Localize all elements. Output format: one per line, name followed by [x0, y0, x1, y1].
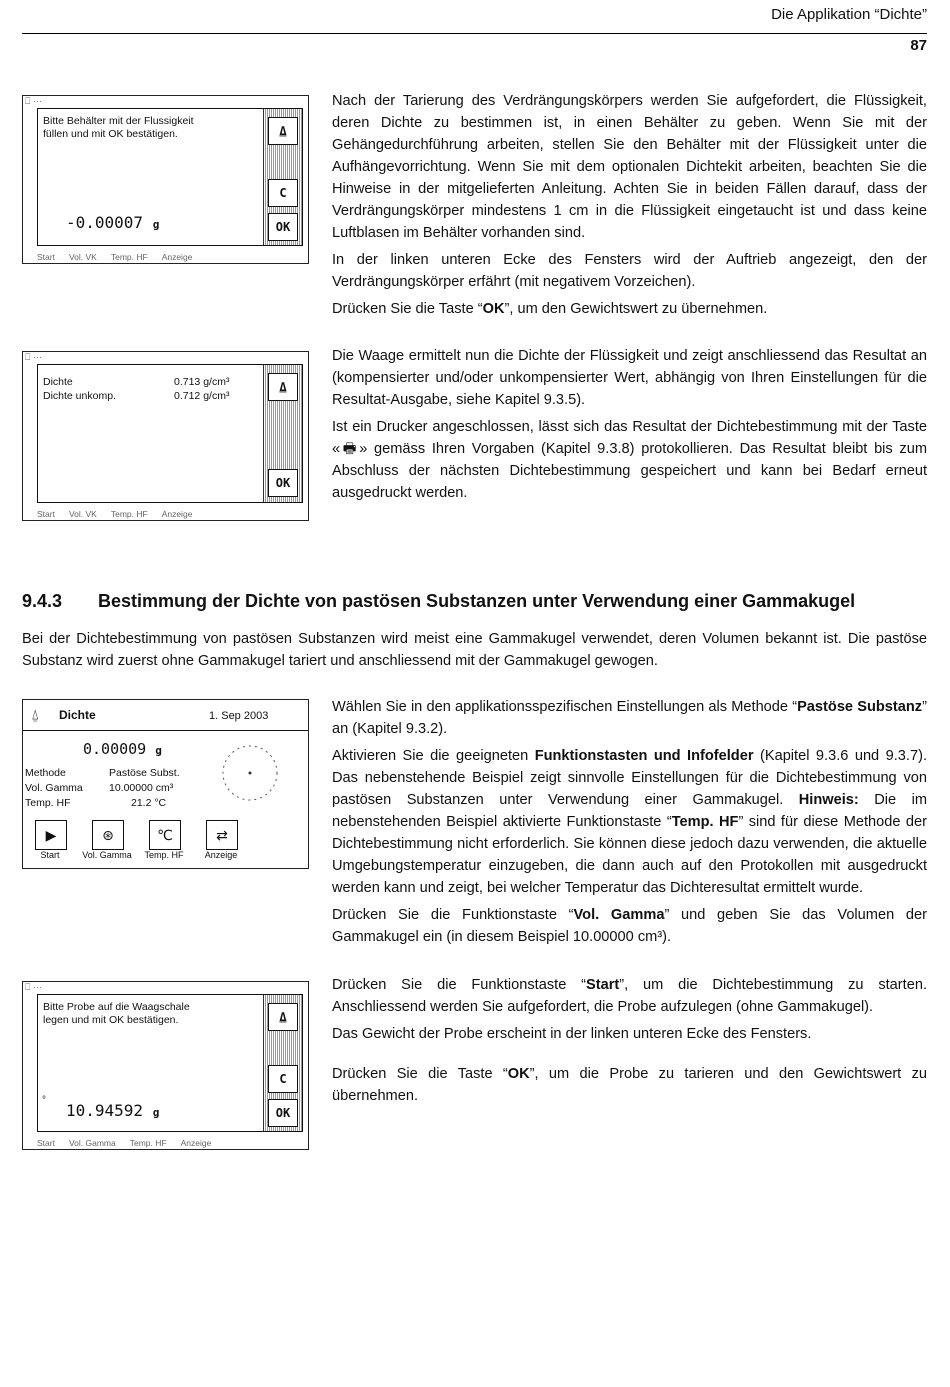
weighing-indicator-icon — [219, 742, 281, 804]
density-uncomp-label: Dichte unkomp. — [43, 390, 116, 402]
text-block-2: Die Waage ermittelt nun die Dichte der Flüssigkeit und zeigt anschliessend das Resultat an (kompensierter und/oder unkompensierter Wert, abhängig von Ihren Einstellungen für die Resultat-Ausgabe, siehe Kapitel 9.3.5). Ist ein Drucker angeschlossen, lässt sich das Resultat der Dichtebestimmung mit der Taste «🖶» gemäss Ihren Vorgaben (Kapitel 9.3.8) protokollieren. Das Resultat bleibt bis zum Abschluss der nächsten Dichtebestimmung gespeichert und kann bei Bedarf erneut ausgedruckt werden. — [332, 348, 927, 501]
weight-value: 0.00009 g — [83, 740, 162, 758]
screen-place-sample: ⎕ ··· Bitte Probe auf die Waagschale legen und mit OK bestätigen. ⍙ C OK ° 10.94592 g Start Vol. Gamma Temp. HF Anzeige — [22, 981, 309, 1150]
screen-main-paste — [22, 699, 309, 869]
app-title: Dichte — [59, 708, 96, 722]
info-label-method: Methode — [25, 767, 66, 779]
text-block-1: Nach der Tarierung des Verdrängungskörpers werden Sie aufgefordert, die Flüssigkeit, deren Dichte zu bestimmen ist, in einen Behälter zu geben. Wenn Sie mit der Gehängedurchführung arbeiten, stellen Sie den Behälter mit der Flüssigkeit unter die Aufhängevorrichtung. Wenn Sie mit dem optionalen Dichtekit arbeiten, beachten Sie die Hinweise in der mitgelieferten Anleitung. Achten Sie in beiden Fällen darauf, dass der Verdrängungskörper mindestens 1 cm in die Flüssigkeit eingetaucht ist und dass keine Luftblasen im Behälter vorhanden sind. In der linken unteren Ecke des Fensters wird der Auftrieb angezeigt, den der Verdrängungskörper erfährt (mit negativem Vorzeichen). Drücken Sie die Taste “OK”, um den Gewichtswert zu übernehmen. — [332, 93, 927, 317]
stability-icon: ° — [42, 1095, 46, 1106]
fkey-label-start: Start — [40, 850, 60, 860]
info-value-vol: 10.00000 cm³ — [109, 782, 174, 794]
function-key-labels: Start Vol. Gamma Temp. HF Anzeige — [37, 1138, 212, 1148]
info-label-vol: Vol. Gamma — [25, 782, 83, 794]
screen-title-bar — [23, 700, 308, 731]
fkey-label-temp: Temp. HF — [144, 850, 184, 860]
page-header — [22, 6, 927, 34]
start-button[interactable]: ▶ — [35, 820, 67, 850]
density-uncomp-value: 0.712 g/cm³ — [174, 390, 230, 402]
ok-button[interactable]: OK — [268, 213, 298, 241]
weight-value: 10.94592 g — [66, 1101, 160, 1120]
temp-hf-button[interactable]: ℃ — [149, 820, 181, 850]
fkey-label-vol: Vol. Gamma — [82, 850, 132, 860]
density-label: Dichte — [43, 376, 73, 388]
info-value-method: Pastöse Subst. — [109, 767, 180, 779]
text-block-3: Wählen Sie in den applikationsspezifischen Einstellungen als Methode “Pastöse Substanz” an (Kapitel 9.3.2). Aktivieren Sie die geeigneten Funktionstasten und Infofelder (Kapitel 9.3.6 und 9.3.7). Das nebenstehende Beispiel zeigt sinnvolle Einstellungen für die Dichtebestimmung von pastösen Substanzen unter Verwendung einer Gammakugel. Hinweis: Die im nebenstehenden Beispiel aktivierte Funktionstaste “Temp. HF” sind für diese Methode der Dichtebestimmung nicht erforderlich. Sie können diese jedoch dazu verwenden, die aktuelle Umgebungstemperatur einzugeben, die dann auch auf den Protokollen mit ausgedruckt werden kann und zeigt, bei welcher Temperatur das Dichteresultat ermittelt wurde. Drücken Sie die Funktionstaste “Vol. Gamma” und geben Sie das Volumen der Gammakugel ein (in diesem Beispiel 10.00000 cm³). — [332, 699, 927, 945]
vol-gamma-button[interactable]: ⊛ — [92, 820, 124, 850]
text-block-4: Drücken Sie die Funktionstaste “Start”, um die Dichtebestimmung zu starten. Anschliessend werden Sie aufgefordert, die Probe aufzulegen (ohne Gammakugel). Das Gewicht der Probe erscheint in der linken unteren Ecke des Fensters. Drücken Sie die Taste “OK”, um die Probe zu tarieren und den Gewichtswert zu übernehmen. — [332, 977, 927, 1104]
function-key-labels: Start Vol. VK Temp. HF Anzeige — [37, 509, 193, 519]
weight-value: -0.00007 g — [66, 213, 160, 232]
beaker-icon: ⍙ — [268, 117, 298, 145]
dialog-message: Bitte Probe auf die Waagschale legen und mit OK bestätigen. — [43, 1001, 190, 1026]
section-heading: 9.4.3 Bestimmung der Dichte von pastösen Substanzen unter Verwendung einer Gammakugel — [22, 591, 856, 611]
page-number: 87 — [910, 37, 927, 54]
function-key-labels: Start Vol. VK Temp. HF Anzeige — [37, 252, 193, 262]
info-label-temp: Temp. HF — [25, 797, 71, 809]
dialog-box — [37, 108, 303, 246]
dialog-box — [37, 994, 303, 1132]
density-value: 0.713 g/cm³ — [174, 376, 230, 388]
screen-fill-liquid: ⎕ ··· Bitte Behälter mit der Flussigkeit füllen und mit OK bestätigen. ⍙ C OK -0.00007 g Start Vol. VK Temp. HF Anzeige — [22, 95, 309, 264]
fkey-label-anzeige: Anzeige — [204, 850, 238, 860]
date-display: 1. Sep 2003 — [209, 710, 269, 722]
header-title: Die Applikation “Dichte” — [771, 6, 927, 23]
beaker-icon: ⍙ — [31, 706, 40, 722]
dialog-message: Bitte Behälter mit der Flussigkeit füllen und mit OK bestätigen. — [43, 115, 194, 140]
beaker-icon: ⍙ — [268, 1003, 298, 1031]
beaker-icon: ⍙ — [268, 373, 298, 401]
dialog-sidebar — [263, 995, 302, 1131]
screen-density-result: ⎕ ··· Dichte 0.713 g/cm³ Dichte unkomp. 0.712 g/cm³ ⍙ OK Start Vol. VK Temp. HF Anzeige — [22, 351, 309, 521]
ok-button[interactable]: OK — [268, 469, 298, 497]
clear-button[interactable]: C — [268, 1065, 298, 1093]
ok-button[interactable]: OK — [268, 1099, 298, 1127]
section-intro: Bei der Dichtebestimmung von pastösen Substanzen wird meist eine Gammakugel verwendet, deren Volumen bekannt ist. Die pastöse Substanz wird zuerst ohne Gammakugel tariert und anschliessend mit der Gammakugel gewogen. — [22, 631, 927, 669]
clear-button[interactable]: C — [268, 179, 298, 207]
result-dialog — [37, 364, 303, 503]
anzeige-button[interactable]: ⇄ — [206, 820, 238, 850]
dialog-sidebar — [263, 365, 302, 502]
dialog-sidebar — [263, 109, 302, 245]
info-value-temp: 21.2 °C — [131, 797, 167, 809]
